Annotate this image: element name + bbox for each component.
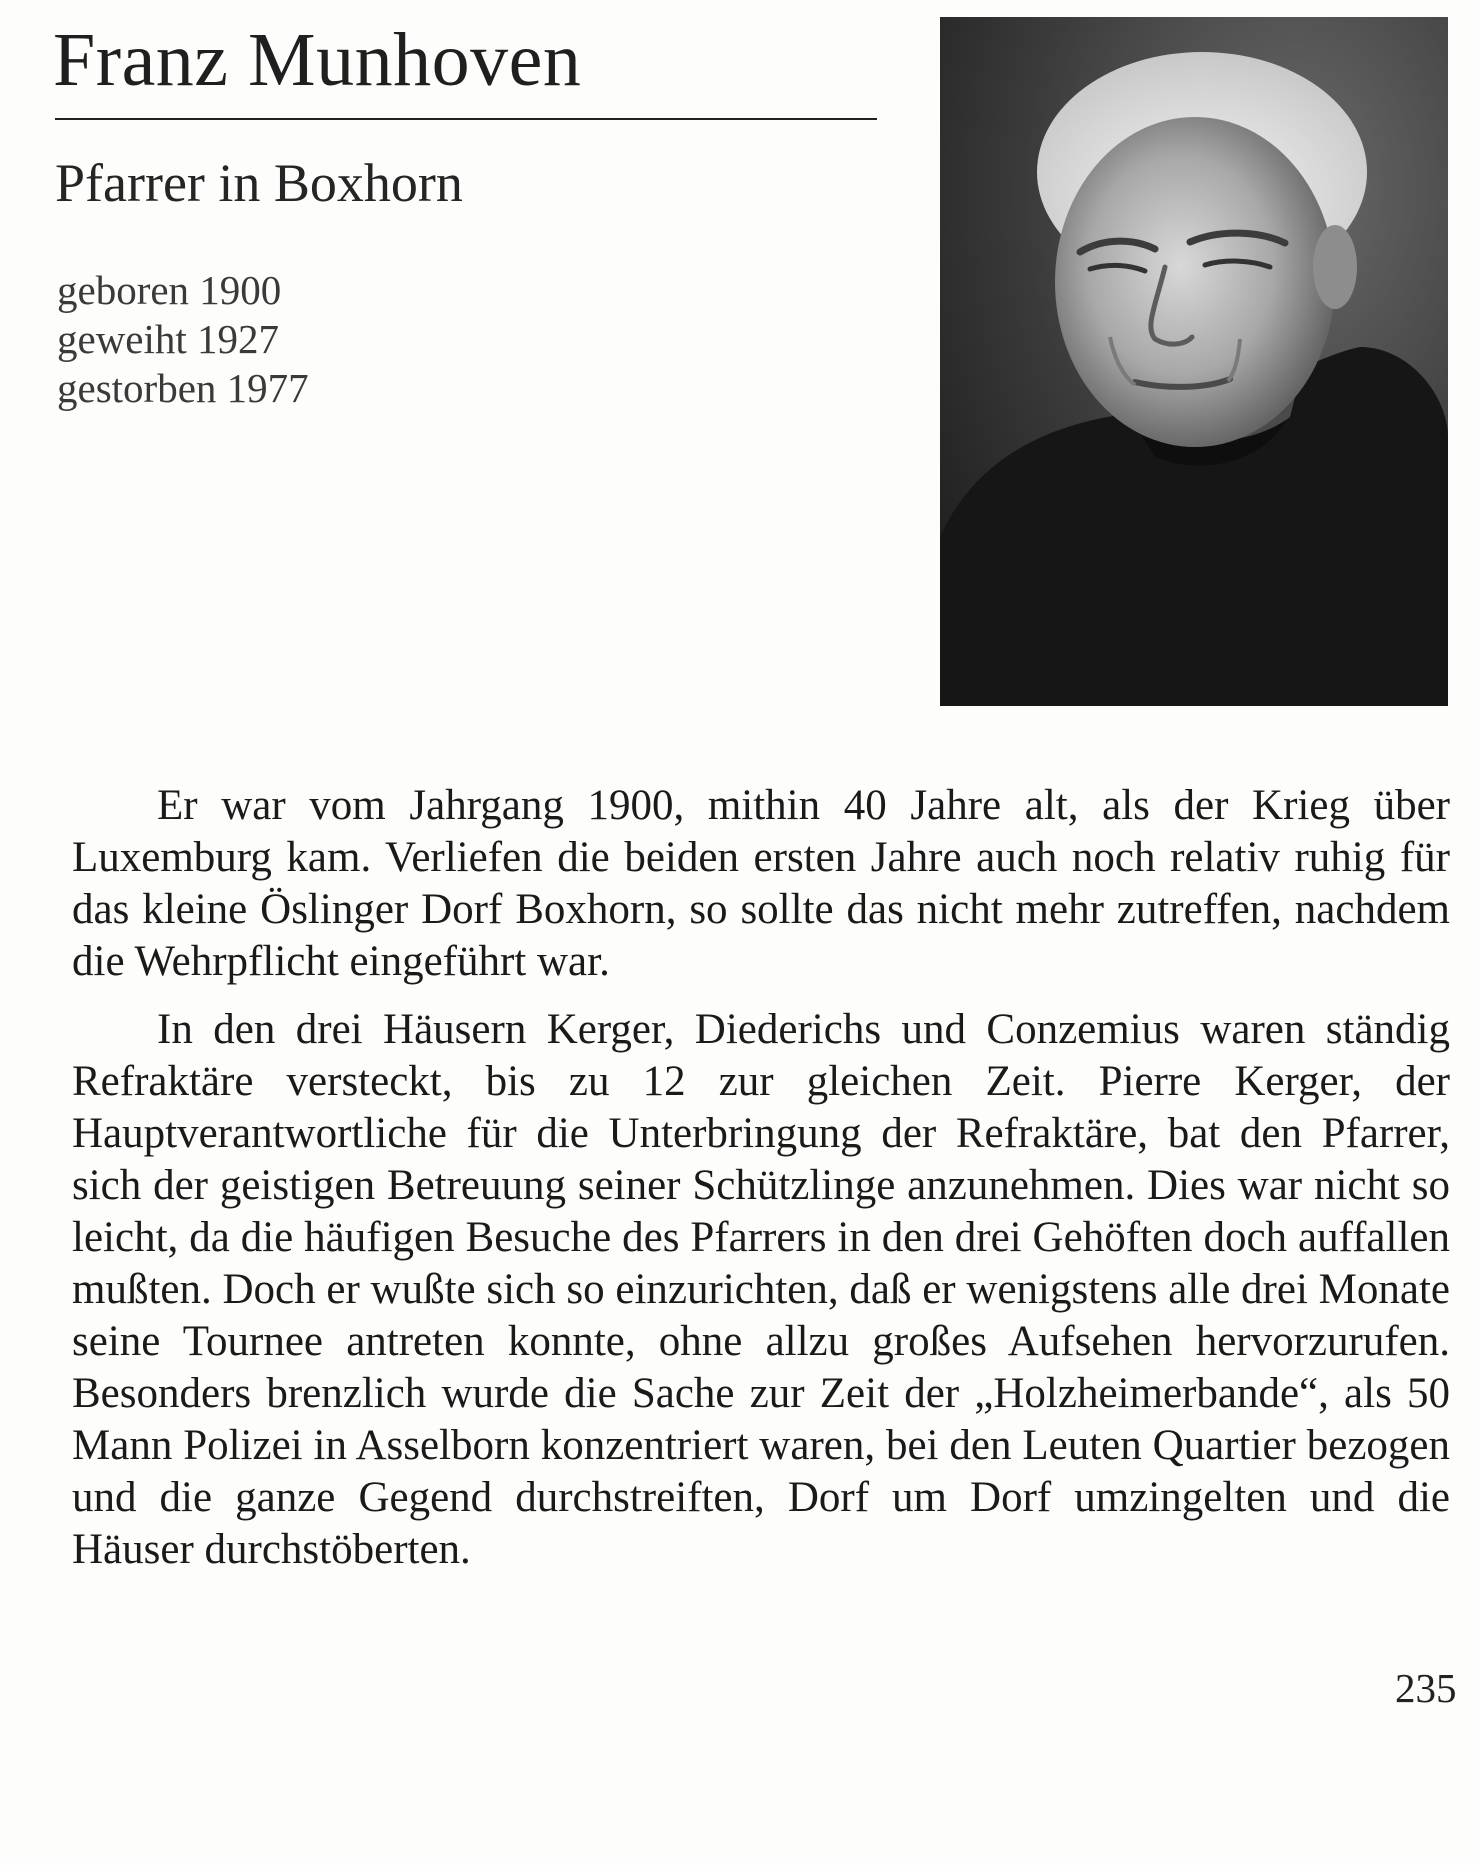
death-date: gestorben 1977: [57, 365, 309, 411]
portrait-photo-icon: [940, 17, 1448, 706]
article-body: [72, 780, 1450, 1592]
title-divider: [55, 118, 877, 120]
page-title: Franz Munhoven: [53, 18, 582, 102]
birth-date: geboren 1900: [57, 267, 282, 313]
paragraph: Er war vom Jahrgang 1900, mithin 40 Jahre alt, als der Krieg über Luxemburg kam. Verliefen die beiden ersten Jahre auch noch relativ ruhig für das kleine Öslinger Dorf Boxhorn, so sollte das nicht mehr zutreffen, nachdem die Wehrpflicht eingeführt war.: [72, 782, 1450, 985]
biographical-dates: [57, 266, 309, 413]
page-subtitle: Pfarrer in Boxhorn: [55, 153, 463, 213]
paragraph: In den drei Häusern Kerger, Diederichs und Conzemius waren ständig Refraktäre versteckt, bis zu 12 zur gleichen Zeit. Pierre Kerger, der Hauptverantwortliche für die Unterbringung der Refraktäre, bat den Pfarrer, sich der geistigen Betreuung seiner Schützlinge anzunehmen. Dies war nicht so leicht, da die häufigen Besuche des Pfarrers in den drei Gehöften doch auffallen mußten. Doch er wußte sich so einzurichten, daß er wenigstens alle drei Monate seine Tournee antreten konnte, ohne allzu großes Aufsehen hervorzurufen. Besonders brenzlich wurde die Sache zur Zeit der „Holzheimerbande“, als 50 Mann Polizei in Asselborn konzentriert waren, bei den Leuten Quartier bezogen und die ganze Gegend durchstreiften, Dorf um Dorf umzingelten und die Häuser durchstöberten.: [72, 1006, 1450, 1573]
ordination-date: geweiht 1927: [57, 316, 280, 362]
page-number: 235: [1395, 1665, 1457, 1711]
